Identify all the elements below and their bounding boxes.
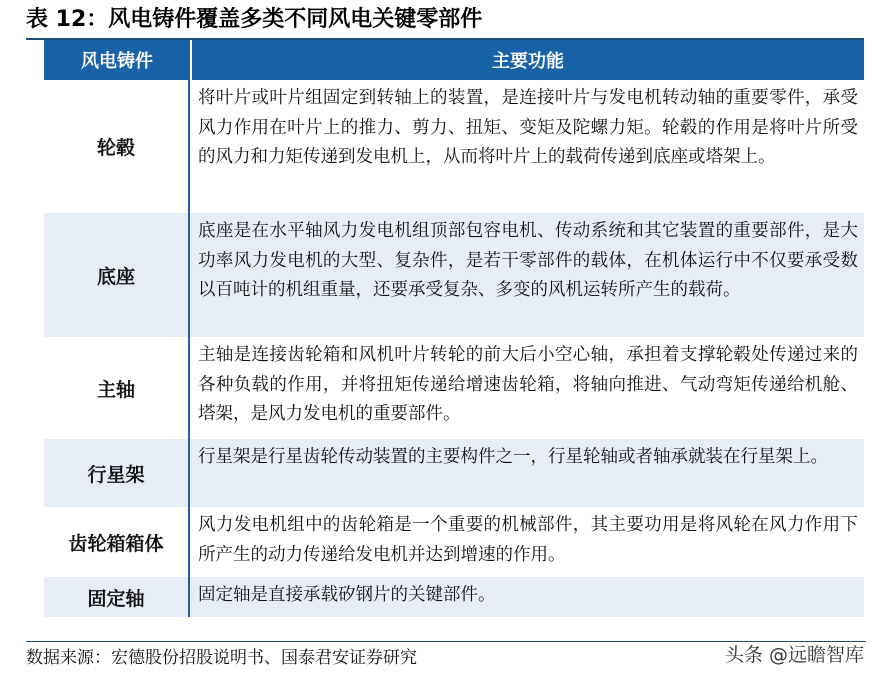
row-function-desc: 底座是在水平轴风力发电机组顶部包容电机、传动系统和其它装置的重要部件，是大功率风力发电机的大型、复杂件，是若干零部件的载体，在机体运行中不仅要承受数以百吨计的机组重量，还要承受复杂、多变的风机运转所产生的载荷。: [198, 221, 858, 300]
table-row: [44, 213, 864, 337]
header-component: 风电铸件: [44, 40, 192, 80]
header-function: 主要功能: [492, 51, 564, 72]
watermark: 头条 @远瞻智库: [724, 644, 864, 666]
components-table: [44, 40, 864, 617]
row-component-name: 行星架: [44, 439, 190, 507]
table-row: [44, 507, 864, 577]
source-note: 数据来源：宏德股份招股说明书、国泰君安证券研究: [26, 648, 417, 668]
row-function-desc: 主轴是连接齿轮箱和风机叶片转轮的前大后小空心轴，承担着支撑轮毂处传递过来的各种负载的作用，并将扭矩传递给增速齿轮箱，将轴向推进、气动弯矩传递给机舱、塔架，是风力发电机的重要部件。: [198, 345, 858, 424]
row-function-desc: 行星架是行星齿轮传动装置的主要构件之一，行星轮轴或者轴承就装在行星架上。: [198, 447, 828, 467]
table-row: [44, 80, 864, 213]
table-title: 表 12：风电铸件覆盖多类不同风电关键零部件: [26, 2, 864, 40]
row-function-desc: 将叶片或叶片组固定到转轴上的装置，是连接叶片与发电机转动轴的重要零件，承受风力作用在叶片上的推力、剪力、扭矩、变矩及陀螺力矩。轮毂的作用是将叶片所受的风力和力矩传递到发电机上，从而将叶片上的载荷传递到底座或塔架上。: [198, 88, 858, 167]
row-component-name: 固定轴: [44, 577, 190, 617]
footer: [26, 641, 866, 672]
table-row: [44, 577, 864, 617]
row-function-desc: 固定轴是直接承载矽钢片的关键部件。: [198, 585, 496, 605]
row-component-name: 主轴: [44, 337, 190, 439]
row-function-desc: 风力发电机组中的齿轮箱是一个重要的机械部件，其主要功用是将风轮在风力作用下所产生的动力传递给发电机并达到增速的作用。: [198, 515, 858, 565]
row-component-name: 齿轮箱箱体: [44, 507, 190, 577]
row-component-name: 底座: [44, 213, 190, 337]
table-row: [44, 439, 864, 507]
row-component-name: 轮毂: [44, 80, 190, 213]
table-header: [44, 40, 864, 80]
table-row: [44, 337, 864, 439]
